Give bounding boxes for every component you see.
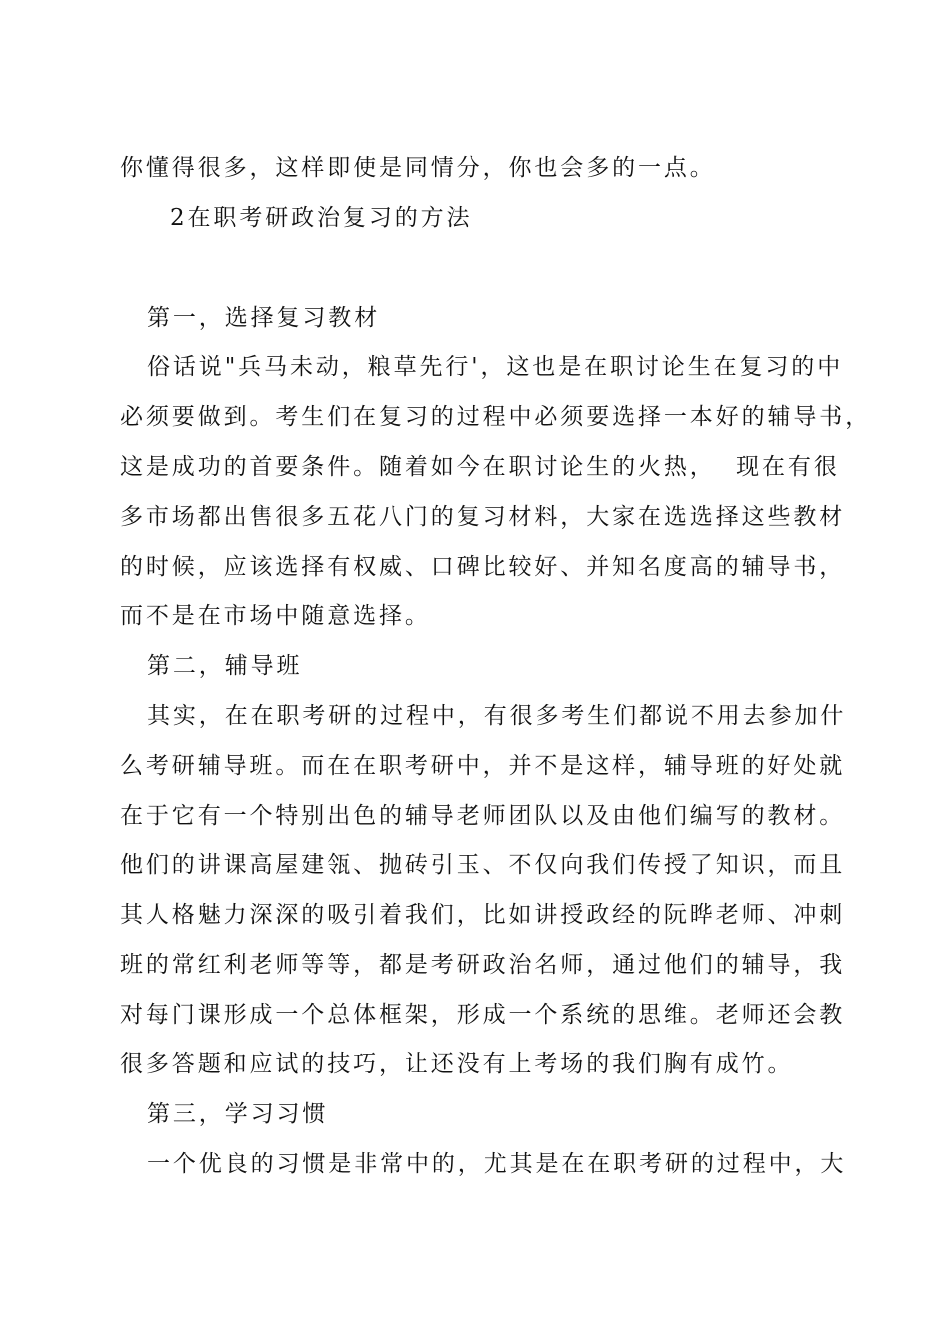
- paragraph-line: 多市场都出售很多五花八门的复习材料，大家在选选择这些教材: [120, 504, 846, 530]
- paragraph-line: 么考研辅导班。而在在职考研中，并不是这样，辅导班的好处就: [120, 753, 846, 779]
- paragraph-line: 他们的讲课高屋建瓴、抛砖引玉、不仅向我们传授了知识，而且: [120, 852, 846, 878]
- paragraph-line: 必须要做到。考生们在复习的过程中必须要选择一本好的辅导书，: [120, 404, 872, 430]
- paragraph-line: 班的常红利老师等等，都是考研政治名师，通过他们的辅导，我: [120, 952, 846, 978]
- paragraph-line: 一个优良的习惯是非常中的，尤其是在在职考研的过程中，大: [147, 1151, 847, 1177]
- paragraph-line: 其人格魅力深深的吸引着我们，比如讲授政经的阮晔老师、冲刺: [120, 902, 846, 928]
- paragraph-line: 这是成功的首要条件。随着如今在职讨论生的火热， 现在有很: [120, 454, 840, 480]
- section-heading-3: 第三，学习习惯: [147, 1101, 329, 1127]
- section-heading-1: 第一，选择复习教材: [147, 305, 381, 331]
- section-heading-2: 第二，辅导班: [147, 653, 303, 679]
- paragraph-line: 对每门课形成一个总体框架，形成一个系统的思维。老师还会教: [120, 1002, 846, 1028]
- paragraph-line: 你懂得很多，这样即使是同情分，你也会多的一点。: [120, 155, 716, 181]
- paragraph-line: 在于它有一个特别出色的辅导老师团队以及由他们编写的教材。: [120, 803, 846, 829]
- paragraph-line: 很多答题和应试的技巧，让还没有上考场的我们胸有成竹。: [120, 1051, 794, 1077]
- section-title: 2在职考研政治复习的方法: [170, 205, 473, 231]
- paragraph-line: 其实，在在职考研的过程中，有很多考生们都说不用去参加什: [147, 703, 847, 729]
- paragraph-line: 的时候，应该选择有权威、口碑比较好、并知名度高的辅导书，: [120, 554, 846, 580]
- paragraph-line: 俗话说"兵马未动，粮草先行'，这也是在职讨论生在复习的中: [147, 354, 844, 380]
- paragraph-line: 而不是在市场中随意选择。: [120, 603, 431, 629]
